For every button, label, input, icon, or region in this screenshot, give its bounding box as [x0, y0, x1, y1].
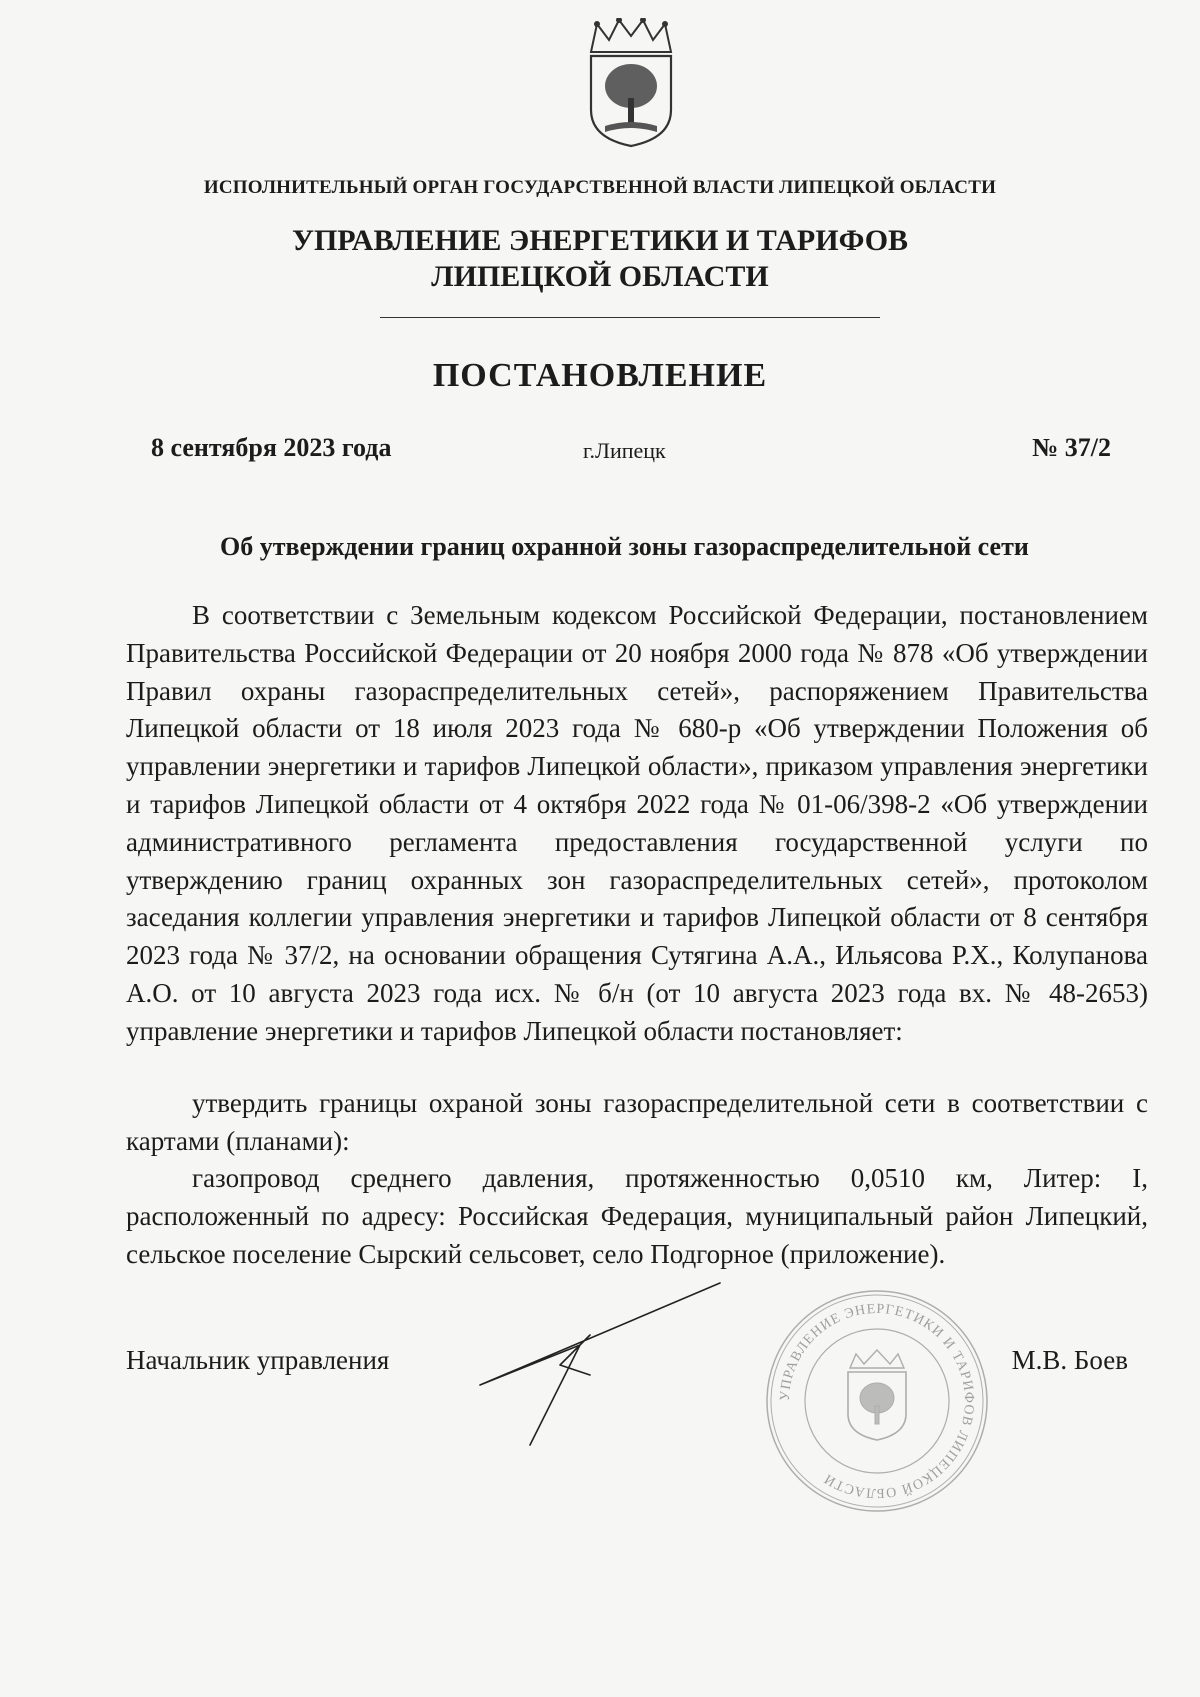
handwritten-signature — [470, 1275, 730, 1455]
stamp-ring-text: УПРАВЛЕНИЕ ЭНЕРГЕТИКИ И ТАРИФОВ ЛИПЕЦКОЙ ОБЛАСТИ — [777, 1301, 977, 1501]
official-seal-stamp — [764, 1288, 990, 1514]
document-date: 8 сентября 2023 года — [151, 433, 392, 462]
body-text: утвердить границы охраной зоны газораспределительной сети в соответствии с картами (планами): — [126, 1088, 1148, 1156]
body-paragraph-2 — [126, 1085, 1148, 1161]
body-paragraph-3 — [126, 1160, 1148, 1273]
signatory-name: М.В. Боев — [1011, 1345, 1128, 1375]
document-type: ПОСТАНОВЛЕНИЕ — [432, 357, 768, 394]
department-title: УПРАВЛЕНИЕ ЭНЕРГЕТИКИ И ТАРИФОВ — [291, 224, 909, 257]
department-region: ЛИПЕЦКОЙ ОБЛАСТИ — [431, 260, 769, 293]
document-subject: Об утверждении границ охранной зоны газораспределительной сети — [220, 532, 1029, 561]
document-city: г.Липецк — [583, 438, 666, 463]
header-divider — [380, 317, 880, 318]
body-text: В соответствии с Земельным кодексом Российской Федерации, постановлением Правительства Российской Федерации от 20 ноября 2000 года № 878 «Об утверждении Правил охраны газораспределительных сетей», распоряжением Правительства Липецкой области от 18 июля 2023 года № 680-р «Об утверждении Положения об управлении энергетики и тарифов Липецкой области», приказом управления энергетики и тарифов Липецкой области от 4 октября 2022 года № 01-06/398-2 «Об утверждении административного регламента предоставления государственной услуги по утверждению границ охранных зон газораспределительных сетей», протоколом заседания коллегии управления энергетики и тарифов Липецкой области от 8 сентября 2023 года № 37/2, на основании обращения Сутягина А.А., Ильясова Р.Х., Колупанова А.О. от 10 августа 2023 года исх. № б/н (от 10 августа 2023 года вх. № 48-2653) управление энергетики и тарифов Липецкой области постановляет: — [126, 600, 1148, 1046]
body-text: газопровод среднего давления, протяженностью 0,0510 км, Литер: I, расположенный по адресу: Российская Федерация, муниципальный район Липецкий, сельское поселение Сырский сельсовет, село Подгорное (приложение). — [126, 1163, 1148, 1269]
signatory-position: Начальник управления — [126, 1345, 390, 1375]
coat-of-arms-icon — [583, 18, 679, 150]
document-number: № 37/2 — [1032, 433, 1111, 462]
body-paragraph-1 — [126, 597, 1148, 1051]
issuing-authority: ИСПОЛНИТЕЛЬНЫЙ ОРГАН ГОСУДАРСТВЕННОЙ ВЛАСТИ ЛИПЕЦКОЙ ОБЛАСТИ — [203, 177, 997, 198]
